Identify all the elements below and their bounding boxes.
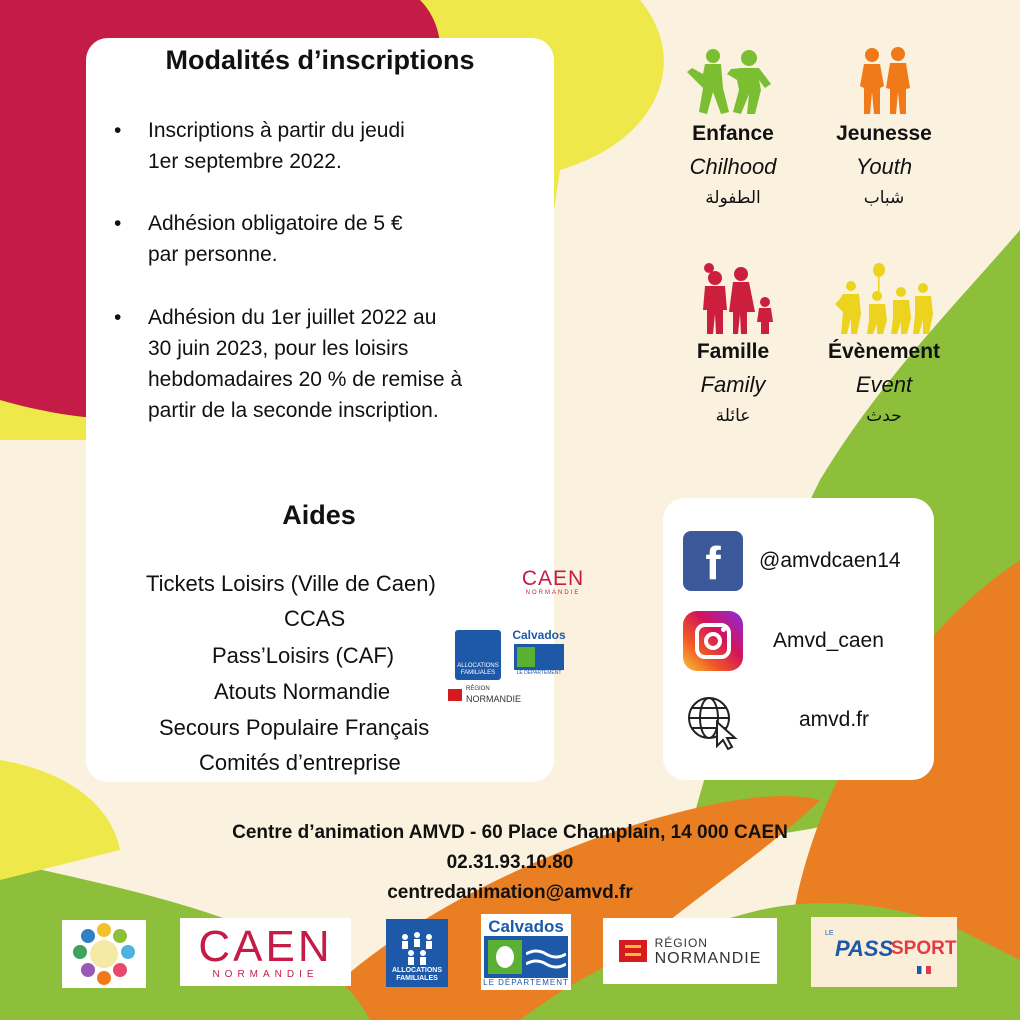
instagram-link[interactable]: [683, 611, 923, 671]
category-enfance: [668, 46, 798, 208]
aide-comites-entreprise: Comités d’entreprise: [199, 750, 401, 775]
category-arabic: شباب: [863, 188, 905, 208]
category-english: Youth: [855, 154, 913, 179]
youth-icon: [834, 46, 934, 118]
region-small-logo: RÉGION NORMANDIE: [448, 686, 528, 706]
registration-title: Modalités d’inscriptions: [165, 45, 475, 75]
aides-title: Aides: [282, 500, 356, 530]
category-jeunesse: [819, 46, 949, 208]
bullet-text: Adhésion du 1er juillet 2022 au 30 juin 2023, pour les loisirs hebdomadaires 20 % de remise à partir de la seconde inscription.: [148, 306, 463, 422]
globe-cursor-icon: [683, 690, 743, 750]
category-title: Famille: [696, 340, 770, 363]
calvados-small-emblem: [514, 644, 564, 670]
instagram-icon: [683, 611, 743, 671]
registration-card: [86, 38, 585, 782]
party-icon: [829, 262, 939, 336]
children-icon: [683, 46, 783, 118]
aide-tickets-loisirs: Tickets Loisirs (Ville de Caen): [146, 571, 436, 596]
address: Centre d’animation AMVD - 60 Place Champlain, 14 000 CAEN: [232, 822, 788, 843]
facebook-handle: @amvdcaen14: [759, 549, 901, 572]
aide-pass-loisirs: Pass’Loisirs (CAF): [212, 643, 395, 668]
amvd-emblem: [64, 922, 144, 986]
region-normandie-logo: RÉGION NORMANDIE: [603, 918, 777, 984]
normandy-flag-icon: [619, 940, 647, 962]
category-arabic: حدث: [866, 406, 902, 426]
french-flag-icon: [917, 966, 931, 974]
caen-small-logo: CAEN NORMANDIE: [521, 567, 585, 596]
category-title: Jeunesse: [836, 122, 932, 145]
email: centredanimation@amvd.fr: [387, 882, 633, 903]
aide-secours-populaire: Secours Populaire Français: [159, 715, 430, 740]
website-link[interactable]: [683, 690, 923, 750]
bullet-dot: •: [114, 306, 122, 329]
category-english: Event: [855, 372, 913, 397]
bullet-dot: •: [114, 212, 122, 235]
category-title: Enfance: [692, 122, 774, 145]
category-evenement: [819, 262, 949, 426]
phone: 02.31.93.10.80: [446, 852, 574, 873]
social-card: [663, 498, 934, 780]
pass-sport-logo: LE PASS SPORT: [811, 917, 957, 987]
calvados-small-logo: Calvados LE DÉPARTEMENT: [512, 628, 566, 676]
caf-small-logo: ALLOCATIONS FAMILIALES: [455, 630, 501, 680]
website-url: amvd.fr: [799, 708, 870, 731]
category-famille: [668, 262, 798, 426]
calvados-logo: Calvados LE DÉPARTEMENT: [481, 914, 571, 990]
category-arabic: الطفولة: [705, 188, 761, 208]
caen-normandie-logo: CAEN NORMANDIE: [180, 918, 351, 986]
bullet-text: Inscriptions à partir du jeudi 1er septembre 2022.: [148, 119, 405, 173]
category-english: Chilhood: [689, 154, 777, 179]
facebook-icon: f: [683, 531, 743, 591]
family-icon: [683, 262, 783, 336]
aide-atouts-normandie: Atouts Normandie: [214, 679, 391, 704]
calvados-emblem: [484, 936, 568, 978]
waves-icon: [526, 946, 566, 970]
caf-people-icon: [395, 931, 439, 967]
category-english: Family: [700, 372, 766, 397]
amvd-logo: [62, 920, 146, 988]
facebook-link[interactable]: [683, 531, 923, 591]
caf-logo: ALLOCATIONS FAMILIALES: [386, 919, 448, 987]
category-title: Évènement: [827, 340, 941, 363]
instagram-handle: Amvd_caen: [773, 629, 884, 652]
contact-block: [0, 818, 1020, 908]
bullet-text: Adhésion obligatoire de 5 € par personne.: [148, 212, 403, 266]
aide-ccas: CCAS: [284, 606, 346, 631]
bullet-dot: •: [114, 119, 122, 142]
category-arabic: عائلة: [715, 406, 751, 426]
